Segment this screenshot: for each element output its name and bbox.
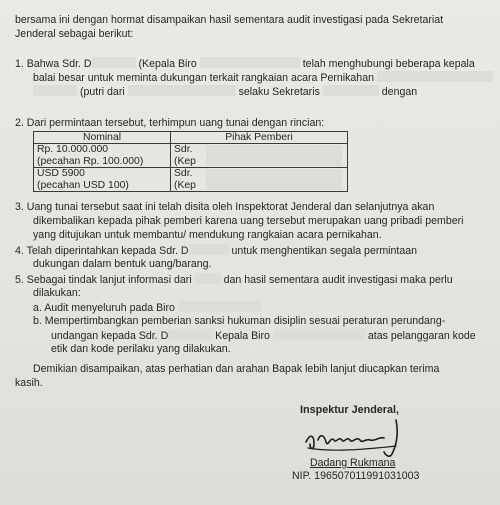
item-4-text-a: Telah diperintahkan kepada Sdr. D bbox=[26, 245, 189, 257]
nominal-denomination: (pecahan USD 100) bbox=[37, 179, 129, 191]
cash-table bbox=[33, 131, 348, 192]
item-3-text-1: Uang tunai tersebut saat ini telah disita oleh Inspektorat Jenderal dan selanjutnya akan bbox=[26, 201, 435, 213]
table-header-row bbox=[34, 132, 348, 144]
nominal-denomination: (pecahan Rp. 100.000) bbox=[37, 155, 144, 167]
item-5-sub-b-text-1: Mempertimbangkan pemberian sanksi hukuman disiplin sesuai peraturan perundang- bbox=[44, 315, 446, 327]
item-3-line-2: dikembalikan kepada pihak pemberi karena uang tersebut merupakan uang pribadi pemberi bbox=[33, 215, 464, 227]
item-number: 1. bbox=[15, 58, 24, 70]
redaction bbox=[206, 145, 342, 166]
item-2-line-1 bbox=[15, 117, 324, 130]
nominal-amount: Rp. 10.000.000 bbox=[37, 144, 109, 156]
item-5-sub-b-text-2c: atas pelanggaran kode bbox=[367, 330, 476, 342]
pemberi-position: (Kep bbox=[174, 155, 196, 167]
item-5-text-a: Sebagai tindak lanjut informasi dari bbox=[26, 274, 192, 286]
redaction bbox=[206, 169, 342, 190]
closing-line-1: Demikian disampaikan, atas perhatian dan arahan Bapak lebih lanjut diucapkan terima bbox=[33, 363, 440, 375]
item-1-text-c: telah menghubungi beberapa kepala bbox=[302, 58, 475, 70]
redaction bbox=[168, 329, 212, 340]
pemberi-position: (Kep bbox=[174, 179, 196, 191]
item-4-line-2: dukungan dalam bentuk uang/barang. bbox=[33, 258, 212, 270]
redaction bbox=[33, 85, 77, 96]
redaction bbox=[195, 273, 221, 284]
table-row bbox=[34, 144, 348, 168]
item-number: 2. bbox=[15, 117, 24, 129]
table-cell-pemberi bbox=[171, 144, 348, 168]
handwritten-signature bbox=[300, 416, 420, 460]
redaction bbox=[189, 244, 229, 255]
item-1-text-e: (putri dari bbox=[79, 86, 125, 98]
signatory-name: Dadang Rukmana bbox=[310, 457, 396, 469]
pemberi-name: Sdr. bbox=[174, 144, 193, 156]
item-1-text-g: dengan bbox=[381, 86, 418, 98]
redaction bbox=[92, 57, 136, 68]
table-header-pemberi: Pihak Pemberi bbox=[171, 132, 348, 144]
item-1-line-1 bbox=[15, 57, 475, 71]
sub-item-letter: a. bbox=[33, 302, 42, 314]
item-3-line-3: yang ditujukan untuk membantu/ mendukung rangkaian acara pernikahan. bbox=[33, 229, 382, 241]
pemberi-name: Sdr. bbox=[174, 168, 193, 180]
sub-item-letter: b. bbox=[33, 315, 42, 327]
table-cell-pemberi bbox=[171, 168, 348, 192]
signatory-nip: NIP. 196507011991031003 bbox=[292, 470, 420, 482]
signature-block bbox=[292, 404, 460, 482]
redaction bbox=[128, 85, 236, 96]
redaction bbox=[323, 85, 379, 96]
item-5-sub-b-text-2b: Kepala Biro bbox=[215, 330, 270, 342]
item-5-sub-b-text-2a: undangan kepada Sdr. D bbox=[51, 330, 169, 342]
table-row bbox=[34, 168, 348, 192]
item-5-line-1 bbox=[15, 273, 453, 287]
nominal-amount: USD 5900 bbox=[37, 168, 85, 180]
item-number: 3. bbox=[15, 201, 24, 213]
item-1-text-d: balai besar untuk meminta dukungan terkait rangkaian acara Pernikahan bbox=[33, 72, 374, 84]
item-5-sub-b-line-1 bbox=[33, 315, 445, 328]
table-cell-nominal bbox=[34, 168, 171, 192]
item-1-line-3 bbox=[33, 85, 417, 99]
table-header-nominal: Nominal bbox=[34, 132, 171, 144]
item-4-text-b: untuk menghentikan segala permintaan bbox=[231, 245, 418, 257]
redaction bbox=[178, 301, 262, 312]
intro-line-1: bersama ini dengan hormat disampaikan hasil sementara audit investigasi pada Sekretariat bbox=[15, 14, 444, 26]
redaction bbox=[273, 329, 365, 340]
item-number: 5. bbox=[15, 274, 24, 286]
item-1-text-a: Bahwa Sdr. D bbox=[26, 58, 92, 70]
item-5-sub-b-line-2 bbox=[51, 329, 476, 343]
item-5-text-b: dan hasil sementara audit investigasi maka perlu bbox=[223, 274, 453, 286]
intro-line-2: Jenderal sebagai berikut: bbox=[15, 28, 134, 40]
redaction bbox=[377, 71, 493, 82]
item-5-sub-b-line-3: etik dan kode perilaku yang dilakukan. bbox=[51, 343, 231, 355]
item-4-line-1 bbox=[15, 244, 417, 258]
item-2-text: Dari permintaan tersebut, terhimpun uang tunai dengan rincian: bbox=[26, 117, 325, 129]
item-5-sub-a-text: Audit menyeluruh pada Biro bbox=[44, 302, 175, 314]
table-cell-nominal bbox=[34, 144, 171, 168]
item-3-line-1 bbox=[15, 201, 434, 214]
signatory-title: Inspektur Jenderal, bbox=[300, 404, 400, 416]
item-5-line-2: dilakukan: bbox=[33, 287, 81, 299]
closing-line-2: kasih. bbox=[15, 377, 43, 389]
item-5-sub-a bbox=[33, 301, 262, 315]
redaction bbox=[200, 57, 300, 68]
item-1-text-b: (Kepala Biro bbox=[138, 58, 197, 70]
item-1-text-f: selaku Sekretaris bbox=[238, 86, 320, 98]
item-1-line-2 bbox=[33, 71, 493, 85]
item-number: 4. bbox=[15, 245, 24, 257]
